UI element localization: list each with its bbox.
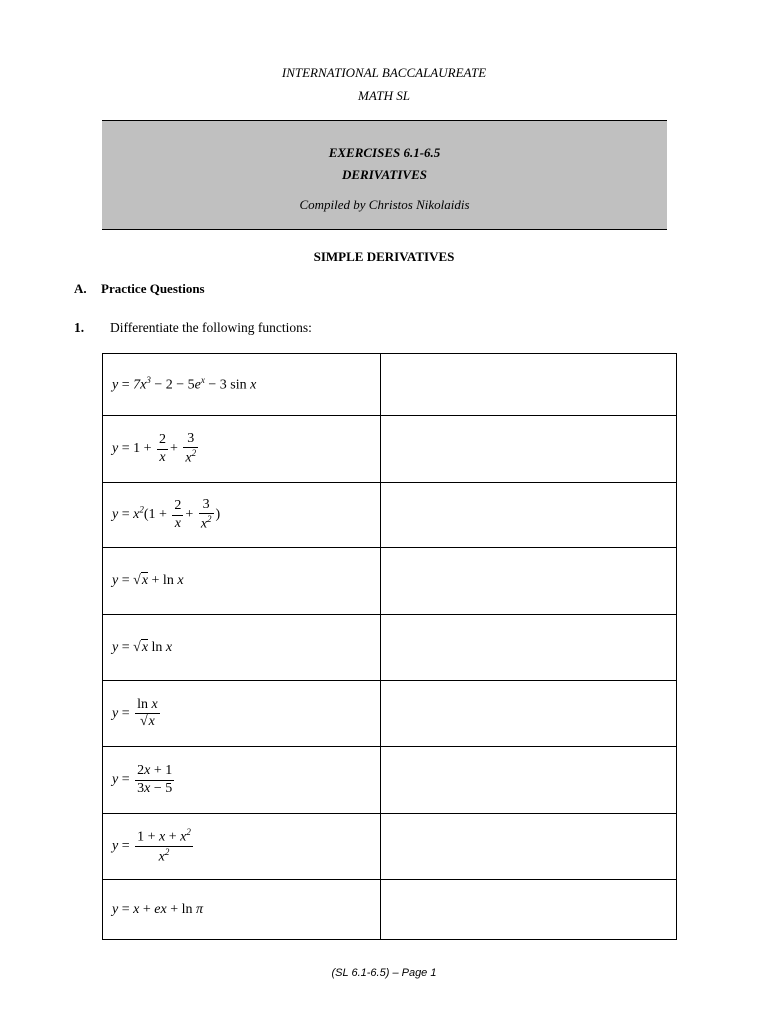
header-line-2: MATH SL — [358, 88, 410, 103]
page-footer: (SL 6.1-6.5) – Page 1 — [331, 967, 437, 979]
question-text: Differentiate the following functions: — [110, 320, 312, 335]
table-row — [103, 814, 677, 880]
function-3: $y = x^2(1$ + $\frac{2}{x}$ + $\frac{3}{x^2}$ ) — [103, 483, 381, 548]
title-banner — [102, 120, 667, 230]
answer-cell-4[interactable] — [380, 548, 676, 615]
part-title: Practice Questions — [101, 281, 205, 296]
table-row — [103, 548, 677, 615]
function-1: $y = 7x^3 - 2 - 5e^x - 3$ sin x — [103, 354, 381, 416]
exercise-table — [102, 353, 677, 940]
table-row — [103, 483, 677, 548]
function-2: y = 1 + $\frac{2}{x}$ + $\frac{3}{x^2}$ — [103, 416, 381, 483]
table-row — [103, 880, 677, 940]
header-line-1: INTERNATIONAL BACCALAUREATE — [281, 65, 487, 80]
table-row — [103, 681, 677, 747]
answer-cell-3[interactable] — [380, 483, 676, 548]
question-number: 1. — [74, 320, 85, 335]
answer-cell-9[interactable] — [380, 880, 676, 940]
answer-cell-5[interactable] — [380, 615, 676, 681]
function-8: y = $\frac{1 + x + x^2}{x^2}$ — [103, 814, 381, 880]
table-row — [103, 416, 677, 483]
banner-title: EXERCISES 6.1-6.5 — [328, 145, 441, 160]
function-6: y = $\frac{\text{ln x}}{√x}$ — [103, 681, 381, 747]
section-title: SIMPLE DERIVATIVES — [313, 249, 455, 264]
part-heading — [74, 281, 205, 297]
answer-cell-6[interactable] — [380, 681, 676, 747]
function-5: y = √x ln x — [103, 615, 381, 681]
table-row — [103, 615, 677, 681]
banner-author: Compiled by Christos Nikolaidis — [299, 197, 470, 212]
table-row — [103, 354, 677, 416]
banner-subtitle: DERIVATIVES — [341, 167, 428, 182]
part-label: A. — [74, 281, 87, 296]
table-row — [103, 747, 677, 814]
question — [74, 320, 312, 336]
answer-cell-7[interactable] — [380, 747, 676, 814]
function-9: y = x + ex + ln π — [103, 880, 381, 940]
function-7: y = $\frac{2x + 1}{3x - 5}$ — [103, 747, 381, 814]
answer-cell-2[interactable] — [380, 416, 676, 483]
answer-cell-8[interactable] — [380, 814, 676, 880]
function-4: y = √x + ln x — [103, 548, 381, 615]
answer-cell-1[interactable] — [380, 354, 676, 416]
